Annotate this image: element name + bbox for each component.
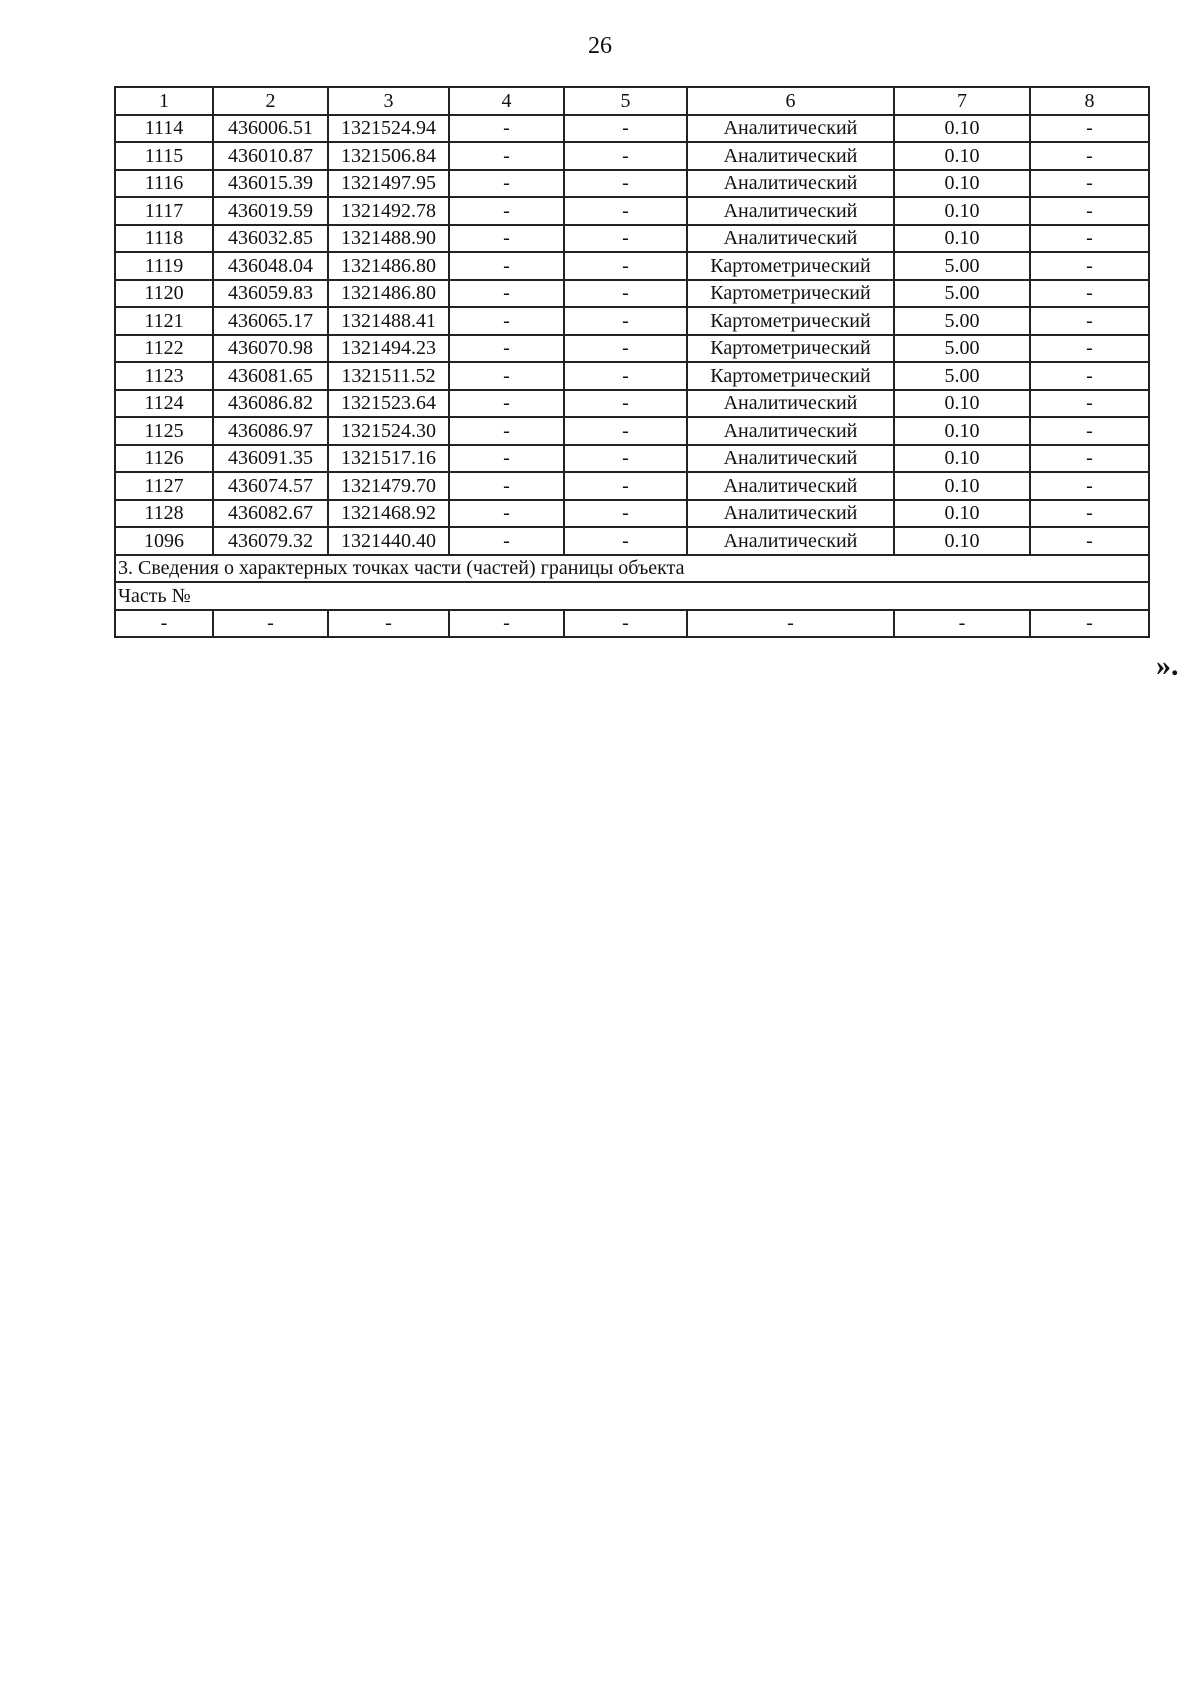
point-number-cell: 1128	[115, 500, 213, 528]
col4-cell: -	[449, 307, 564, 335]
closing-quote-mark: ».	[1156, 649, 1179, 682]
col5-cell: -	[564, 445, 687, 473]
point-number-cell: 1115	[115, 142, 213, 170]
page-number: 26	[588, 33, 612, 59]
method-cell: Аналитический	[687, 197, 894, 225]
col5-cell: -	[564, 500, 687, 528]
x-coordinate-cell: 436070.98	[213, 335, 328, 363]
col4-cell: -	[449, 417, 564, 445]
point-number-cell: 1116	[115, 170, 213, 198]
x-coordinate-cell: 436086.97	[213, 417, 328, 445]
point-number-cell: 1124	[115, 390, 213, 418]
col8-cell: -	[1030, 335, 1149, 363]
col8-cell: -	[1030, 170, 1149, 198]
table-row	[115, 142, 1149, 170]
empty-cell: -	[564, 610, 687, 638]
method-cell: Аналитический	[687, 115, 894, 143]
empty-cell: -	[328, 610, 449, 638]
col4-cell: -	[449, 390, 564, 418]
x-coordinate-cell: 436074.57	[213, 472, 328, 500]
empty-cell: -	[449, 610, 564, 638]
accuracy-cell: 5.00	[894, 362, 1030, 390]
method-cell: Картометрический	[687, 307, 894, 335]
col4-cell: -	[449, 115, 564, 143]
x-coordinate-cell: 436091.35	[213, 445, 328, 473]
col4-cell: -	[449, 335, 564, 363]
column-header: 5	[564, 87, 687, 115]
col8-cell: -	[1030, 142, 1149, 170]
table-row	[115, 390, 1149, 418]
point-number-cell: 1119	[115, 252, 213, 280]
table-row	[115, 500, 1149, 528]
col5-cell: -	[564, 335, 687, 363]
point-number-cell: 1118	[115, 225, 213, 253]
x-coordinate-cell: 436006.51	[213, 115, 328, 143]
point-number-cell: 1122	[115, 335, 213, 363]
col8-cell: -	[1030, 500, 1149, 528]
col8-cell: -	[1030, 362, 1149, 390]
col4-cell: -	[449, 527, 564, 555]
method-cell: Аналитический	[687, 445, 894, 473]
col5-cell: -	[564, 362, 687, 390]
table-row	[115, 115, 1149, 143]
col5-cell: -	[564, 115, 687, 143]
method-cell: Аналитический	[687, 527, 894, 555]
point-number-cell: 1096	[115, 527, 213, 555]
col8-cell: -	[1030, 417, 1149, 445]
accuracy-cell: 0.10	[894, 472, 1030, 500]
col8-cell: -	[1030, 390, 1149, 418]
method-cell: Аналитический	[687, 472, 894, 500]
column-header: 6	[687, 87, 894, 115]
section-title: 3. Сведения о характерных точках части (частей) границы объекта	[115, 555, 1149, 583]
accuracy-cell: 0.10	[894, 527, 1030, 555]
col4-cell: -	[449, 170, 564, 198]
col8-cell: -	[1030, 225, 1149, 253]
table-row	[115, 170, 1149, 198]
point-number-cell: 1123	[115, 362, 213, 390]
column-header: 4	[449, 87, 564, 115]
x-coordinate-cell: 436048.04	[213, 252, 328, 280]
column-header: 1	[115, 87, 213, 115]
point-number-cell: 1126	[115, 445, 213, 473]
col5-cell: -	[564, 307, 687, 335]
accuracy-cell: 0.10	[894, 170, 1030, 198]
col5-cell: -	[564, 170, 687, 198]
col4-cell: -	[449, 252, 564, 280]
col8-cell: -	[1030, 280, 1149, 308]
table-body	[115, 87, 1149, 637]
table-row	[115, 225, 1149, 253]
x-coordinate-cell: 436019.59	[213, 197, 328, 225]
accuracy-cell: 0.10	[894, 142, 1030, 170]
empty-cell: -	[213, 610, 328, 638]
table-row	[115, 472, 1149, 500]
method-cell: Аналитический	[687, 417, 894, 445]
col4-cell: -	[449, 445, 564, 473]
coordinates-table	[114, 86, 1150, 638]
table-row	[115, 362, 1149, 390]
accuracy-cell: 0.10	[894, 500, 1030, 528]
point-number-cell: 1120	[115, 280, 213, 308]
table-row	[115, 252, 1149, 280]
point-number-cell: 1125	[115, 417, 213, 445]
y-coordinate-cell: 1321524.94	[328, 115, 449, 143]
col4-cell: -	[449, 362, 564, 390]
y-coordinate-cell: 1321486.80	[328, 280, 449, 308]
col4-cell: -	[449, 225, 564, 253]
y-coordinate-cell: 1321486.80	[328, 252, 449, 280]
method-cell: Аналитический	[687, 225, 894, 253]
empty-part-row	[115, 610, 1149, 638]
part-label-row	[115, 582, 1149, 610]
col8-cell: -	[1030, 472, 1149, 500]
table-row	[115, 335, 1149, 363]
accuracy-cell: 5.00	[894, 252, 1030, 280]
col5-cell: -	[564, 527, 687, 555]
empty-cell: -	[1030, 610, 1149, 638]
point-number-cell: 1121	[115, 307, 213, 335]
method-cell: Картометрический	[687, 335, 894, 363]
col8-cell: -	[1030, 527, 1149, 555]
col5-cell: -	[564, 390, 687, 418]
col5-cell: -	[564, 280, 687, 308]
y-coordinate-cell: 1321488.90	[328, 225, 449, 253]
y-coordinate-cell: 1321517.16	[328, 445, 449, 473]
table-row	[115, 280, 1149, 308]
x-coordinate-cell: 436081.65	[213, 362, 328, 390]
col4-cell: -	[449, 197, 564, 225]
accuracy-cell: 0.10	[894, 445, 1030, 473]
point-number-cell: 1114	[115, 115, 213, 143]
col5-cell: -	[564, 225, 687, 253]
y-coordinate-cell: 1321523.64	[328, 390, 449, 418]
x-coordinate-cell: 436059.83	[213, 280, 328, 308]
accuracy-cell: 5.00	[894, 280, 1030, 308]
col5-cell: -	[564, 142, 687, 170]
col4-cell: -	[449, 280, 564, 308]
accuracy-cell: 0.10	[894, 417, 1030, 445]
x-coordinate-cell: 436010.87	[213, 142, 328, 170]
y-coordinate-cell: 1321488.41	[328, 307, 449, 335]
empty-cell: -	[115, 610, 213, 638]
column-header: 2	[213, 87, 328, 115]
table-row	[115, 307, 1149, 335]
col8-cell: -	[1030, 252, 1149, 280]
y-coordinate-cell: 1321440.40	[328, 527, 449, 555]
col5-cell: -	[564, 472, 687, 500]
accuracy-cell: 0.10	[894, 390, 1030, 418]
y-coordinate-cell: 1321494.23	[328, 335, 449, 363]
method-cell: Картометрический	[687, 252, 894, 280]
column-header: 3	[328, 87, 449, 115]
accuracy-cell: 0.10	[894, 225, 1030, 253]
method-cell: Аналитический	[687, 500, 894, 528]
accuracy-cell: 5.00	[894, 307, 1030, 335]
col8-cell: -	[1030, 445, 1149, 473]
x-coordinate-cell: 436082.67	[213, 500, 328, 528]
col4-cell: -	[449, 500, 564, 528]
y-coordinate-cell: 1321497.95	[328, 170, 449, 198]
section-title-row	[115, 555, 1149, 583]
y-coordinate-cell: 1321479.70	[328, 472, 449, 500]
x-coordinate-cell: 436065.17	[213, 307, 328, 335]
y-coordinate-cell: 1321511.52	[328, 362, 449, 390]
y-coordinate-cell: 1321524.30	[328, 417, 449, 445]
y-coordinate-cell: 1321468.92	[328, 500, 449, 528]
y-coordinate-cell: 1321506.84	[328, 142, 449, 170]
point-number-cell: 1117	[115, 197, 213, 225]
method-cell: Аналитический	[687, 170, 894, 198]
accuracy-cell: 0.10	[894, 115, 1030, 143]
table-row	[115, 527, 1149, 555]
table-row	[115, 445, 1149, 473]
accuracy-cell: 0.10	[894, 197, 1030, 225]
col5-cell: -	[564, 417, 687, 445]
x-coordinate-cell: 436086.82	[213, 390, 328, 418]
empty-cell: -	[894, 610, 1030, 638]
empty-cell: -	[687, 610, 894, 638]
column-header: 7	[894, 87, 1030, 115]
y-coordinate-cell: 1321492.78	[328, 197, 449, 225]
table-row	[115, 417, 1149, 445]
col8-cell: -	[1030, 197, 1149, 225]
method-cell: Картометрический	[687, 362, 894, 390]
x-coordinate-cell: 436015.39	[213, 170, 328, 198]
col5-cell: -	[564, 252, 687, 280]
method-cell: Аналитический	[687, 390, 894, 418]
part-label: Часть №	[115, 582, 1149, 610]
col4-cell: -	[449, 472, 564, 500]
col8-cell: -	[1030, 115, 1149, 143]
x-coordinate-cell: 436032.85	[213, 225, 328, 253]
accuracy-cell: 5.00	[894, 335, 1030, 363]
table-header-row	[115, 87, 1149, 115]
col5-cell: -	[564, 197, 687, 225]
column-header: 8	[1030, 87, 1149, 115]
x-coordinate-cell: 436079.32	[213, 527, 328, 555]
method-cell: Картометрический	[687, 280, 894, 308]
col8-cell: -	[1030, 307, 1149, 335]
col4-cell: -	[449, 142, 564, 170]
table-row	[115, 197, 1149, 225]
method-cell: Аналитический	[687, 142, 894, 170]
point-number-cell: 1127	[115, 472, 213, 500]
